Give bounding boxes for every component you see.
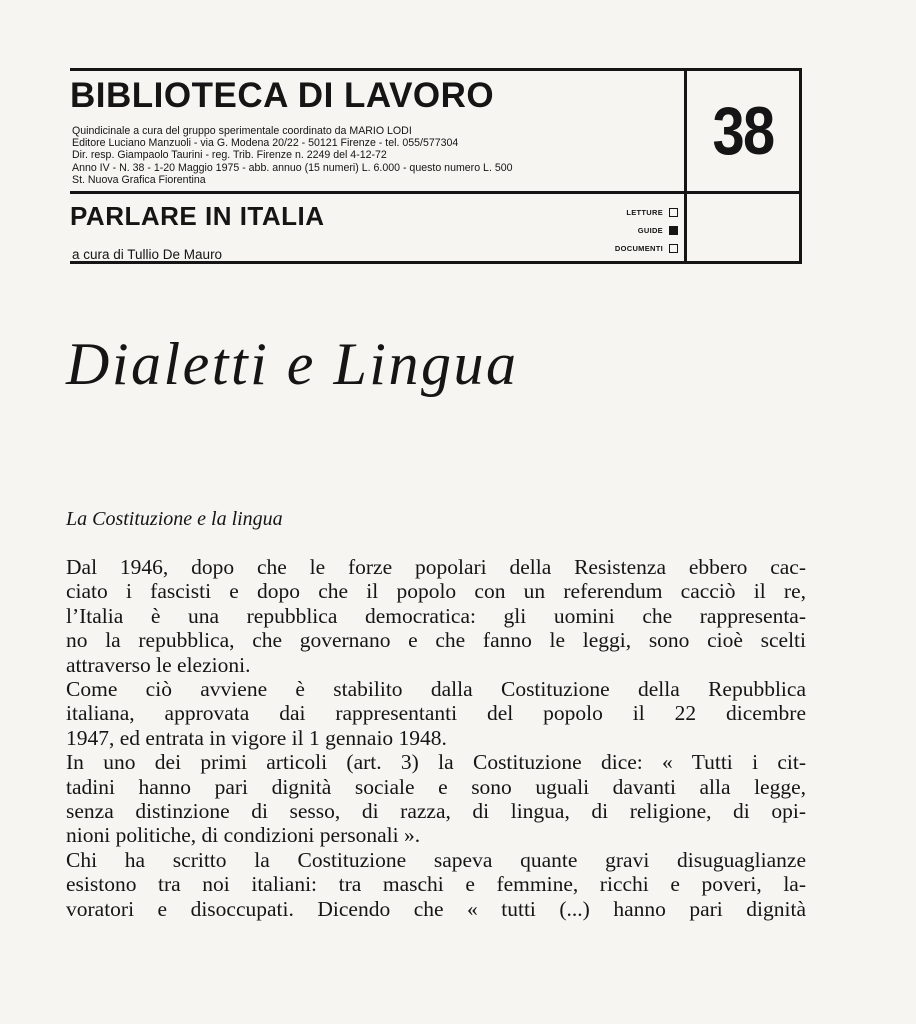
category-legend: [590, 203, 678, 257]
imprint: [72, 125, 672, 186]
masthead: [70, 68, 802, 264]
body-line: no la repubblica, che governano e che fanno le leggi, sono cioè scelti: [66, 628, 806, 653]
series-title: BIBLIOTECA DI LAVORO: [70, 76, 495, 115]
checkbox-empty-icon: [669, 244, 678, 253]
body-line: tadini hanno pari dignità sociale e sono uguali davanti alla legge,: [66, 774, 806, 799]
editor-line: a cura di Tullio De Mauro: [72, 247, 223, 262]
imprint-line: Editore Luciano Manzuoli - via G. Modena 20/22 - 50121 Firenze - tel. 055/577304: [72, 137, 459, 150]
body-line: ciato i fascisti e dopo che il popolo con un referendum cacciò il re,: [66, 579, 806, 604]
main-title: Dialetti e Lingua: [66, 331, 519, 397]
masthead-column-divider: [684, 71, 687, 261]
body-line: voratori e disoccupati. Dicendo che « tutti (...) hanno pari dignità: [66, 896, 806, 921]
category-guide: [590, 221, 678, 239]
checkbox-empty-icon: [669, 208, 678, 217]
body-line: attraverso le elezioni.: [66, 652, 251, 677]
issue-number: 38: [712, 93, 774, 169]
body-line: Come ciò avviene è stabilito dalla Costituzione della Repubblica: [66, 677, 806, 702]
imprint-line: St. Nuova Grafica Fiorentina: [72, 173, 206, 186]
body-line: Dal 1946, dopo che le forze popolari della Resistenza ebbero cac-: [66, 555, 806, 579]
imprint-line: Dir. resp. Giampaolo Taurini - reg. Trib. Firenze n. 2249 del 4-12-72: [72, 149, 387, 162]
body-line: l’Italia è una repubblica democratica: gli uomini che rappresenta-: [66, 603, 806, 628]
body-line: nioni politiche, di condizioni personali ».: [66, 823, 421, 848]
category-label: DOCUMENTI: [614, 243, 663, 253]
checkbox-filled-icon: [669, 226, 678, 235]
subheading: La Costituzione e la lingua: [66, 508, 283, 530]
body-text: [66, 555, 806, 921]
category-label: LETTURE: [626, 207, 663, 217]
body-line: senza distinzione di sesso, di razza, di lingua, di religione, di opi-: [66, 799, 806, 824]
imprint-line: Anno IV - N. 38 - 1-20 Maggio 1975 - abb. annuo (15 numeri) L. 6.000 - questo numero L. 500: [72, 161, 513, 174]
body-line: 1947, ed entrata in vigore il 1 gennaio 1948.: [66, 725, 447, 750]
body-line: In uno dei primi articoli (art. 3) la Costituzione dice: « Tutti i cit-: [66, 750, 806, 775]
section-title: PARLARE IN ITALIA: [70, 201, 325, 231]
category-letture: [590, 203, 678, 221]
body-line: italiana, approvata dai rappresentanti del popolo il 22 dicembre: [66, 701, 806, 726]
imprint-line: Quindicinale a cura del gruppo sperimentale coordinato da MARIO LODI: [72, 125, 412, 137]
body-line: esistono tra noi italiani: tra maschi e femmine, ricchi e poveri, la-: [66, 872, 806, 897]
category-documenti: [590, 239, 678, 257]
masthead-row-divider: [70, 191, 799, 194]
body-line: Chi ha scritto la Costituzione sapeva quante gravi disuguaglianze: [66, 847, 806, 872]
category-label: GUIDE: [637, 225, 663, 235]
